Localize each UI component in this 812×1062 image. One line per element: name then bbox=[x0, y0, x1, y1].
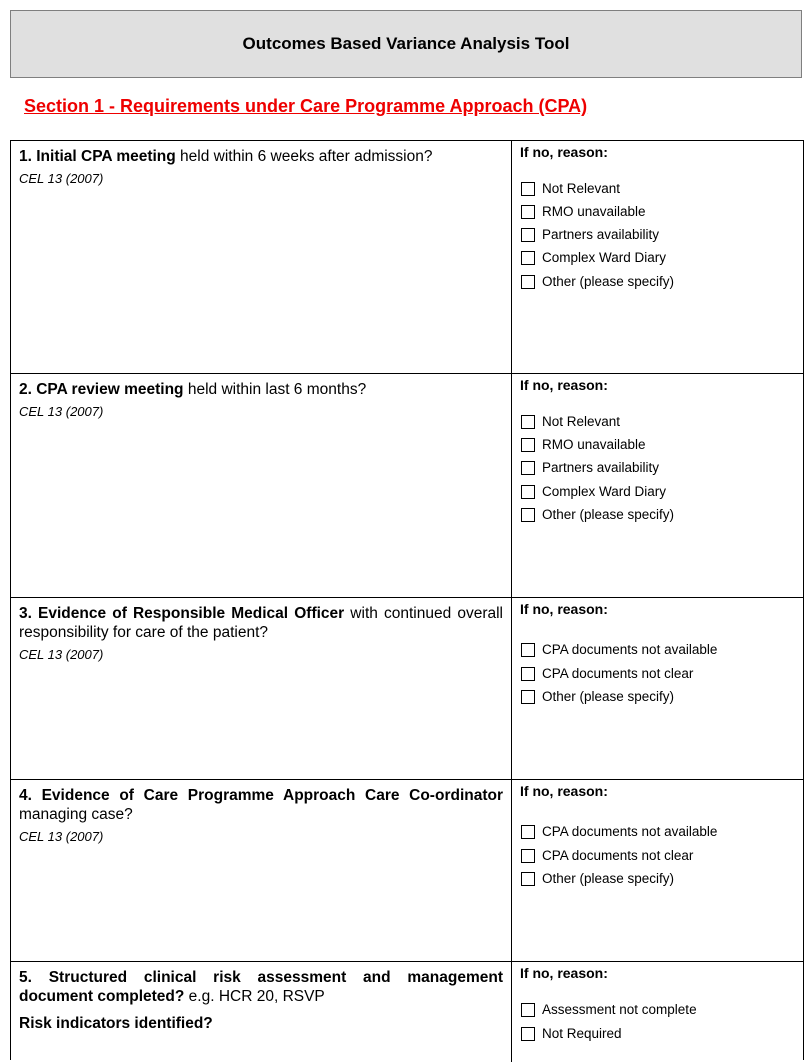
option-cpa-docs-not-available[interactable] bbox=[521, 642, 717, 657]
checkbox[interactable] bbox=[521, 438, 535, 452]
option-not-relevant[interactable] bbox=[521, 181, 620, 196]
option-complex-ward-diary[interactable] bbox=[521, 250, 666, 265]
question-detail: with continued overall responsibility for care of the patient? bbox=[19, 605, 503, 641]
checkbox[interactable] bbox=[521, 182, 535, 196]
option-partners-availability[interactable] bbox=[521, 227, 659, 242]
option-label: Not Relevant bbox=[542, 414, 621, 429]
question-cell bbox=[11, 141, 512, 373]
option-label: Other (please specify) bbox=[542, 689, 675, 704]
option-label: RMO unavailable bbox=[542, 204, 646, 219]
table-row bbox=[11, 374, 803, 598]
option-label: CPA documents not available bbox=[542, 642, 718, 657]
option-label: CPA documents not available bbox=[542, 824, 718, 839]
option-other[interactable] bbox=[521, 871, 674, 886]
reason-label: If no, reason: bbox=[520, 783, 608, 799]
reason-label: If no, reason: bbox=[520, 144, 608, 160]
reference: CEL 13 (2007) bbox=[19, 829, 104, 844]
option-rmo-unavailable[interactable] bbox=[521, 437, 646, 452]
option-rmo-unavailable[interactable] bbox=[521, 204, 646, 219]
question-detail: managing case? bbox=[19, 806, 133, 823]
table-row bbox=[11, 962, 803, 1062]
checkbox[interactable] bbox=[521, 275, 535, 289]
option-label: Complex Ward Diary bbox=[542, 250, 667, 265]
option-cpa-docs-not-clear[interactable] bbox=[521, 666, 693, 681]
checkbox[interactable] bbox=[521, 1003, 535, 1017]
question-text bbox=[19, 147, 503, 166]
option-label: Complex Ward Diary bbox=[542, 484, 667, 499]
checkbox[interactable] bbox=[521, 485, 535, 499]
question-heading: 4. Evidence of Care Programme Approach Care Co-ordinator bbox=[19, 787, 503, 804]
option-assessment-not-complete[interactable] bbox=[521, 1002, 697, 1017]
page-header bbox=[10, 10, 802, 78]
question-cell bbox=[11, 598, 512, 779]
question-heading: 5. Structured clinical risk assessment and management document completed? bbox=[19, 969, 503, 1005]
option-label: Not Required bbox=[542, 1026, 622, 1041]
question-text bbox=[19, 604, 503, 642]
option-label: CPA documents not clear bbox=[542, 666, 694, 681]
option-label: Not Relevant bbox=[542, 181, 621, 196]
question-cell bbox=[11, 374, 512, 597]
table-row bbox=[11, 141, 803, 374]
page-title: Outcomes Based Variance Analysis Tool bbox=[242, 34, 570, 53]
question-cell bbox=[11, 780, 512, 961]
reference: CEL 13 (2007) bbox=[19, 647, 104, 662]
question-text bbox=[19, 786, 503, 824]
checkbox[interactable] bbox=[521, 251, 535, 265]
reason-cell bbox=[512, 780, 803, 961]
checkbox[interactable] bbox=[521, 228, 535, 242]
option-not-required[interactable] bbox=[521, 1026, 622, 1041]
option-cpa-docs-not-available[interactable] bbox=[521, 824, 717, 839]
question-heading: 1. Initial CPA meeting bbox=[19, 148, 176, 165]
option-label: Other (please specify) bbox=[542, 274, 675, 289]
reference: CEL 13 (2007) bbox=[19, 404, 104, 419]
checkbox[interactable] bbox=[521, 461, 535, 475]
checkbox[interactable] bbox=[521, 205, 535, 219]
checkbox[interactable] bbox=[521, 667, 535, 681]
question-text bbox=[19, 968, 503, 1006]
question-heading: 2. CPA review meeting bbox=[19, 381, 184, 398]
option-other[interactable] bbox=[521, 274, 674, 289]
option-label: Assessment not complete bbox=[542, 1002, 697, 1017]
checkbox[interactable] bbox=[521, 872, 535, 886]
question-detail: e.g. HCR 20, RSVP bbox=[184, 988, 325, 1005]
checkbox[interactable] bbox=[521, 508, 535, 522]
question-detail: held within last 6 months? bbox=[183, 381, 367, 398]
reason-cell bbox=[512, 141, 803, 373]
option-cpa-docs-not-clear[interactable] bbox=[521, 848, 693, 863]
option-not-relevant[interactable] bbox=[521, 414, 620, 429]
option-label: Other (please specify) bbox=[542, 507, 675, 522]
option-label: RMO unavailable bbox=[542, 437, 646, 452]
option-label: Partners availability bbox=[542, 227, 660, 242]
risk-indicators-label: Risk indicators identified? bbox=[19, 1015, 213, 1032]
checkbox[interactable] bbox=[521, 1027, 535, 1041]
section-title: Section 1 - Requirements under Care Programme Approach (CPA) bbox=[24, 96, 588, 116]
option-complex-ward-diary[interactable] bbox=[521, 484, 666, 499]
option-other[interactable] bbox=[521, 507, 674, 522]
checkbox[interactable] bbox=[521, 849, 535, 863]
requirements-table bbox=[10, 140, 804, 1060]
table-row bbox=[11, 780, 803, 962]
reason-label: If no, reason: bbox=[520, 965, 608, 981]
checkbox[interactable] bbox=[521, 825, 535, 839]
option-label: Other (please specify) bbox=[542, 871, 675, 886]
question-heading: 3. Evidence of Responsible Medical Officer bbox=[19, 605, 345, 622]
checkbox[interactable] bbox=[521, 415, 535, 429]
reason-label: If no, reason: bbox=[520, 601, 608, 617]
checkbox[interactable] bbox=[521, 690, 535, 704]
question-detail: held within 6 weeks after admission? bbox=[175, 148, 433, 165]
reference: CEL 13 (2007) bbox=[19, 171, 104, 186]
option-label: CPA documents not clear bbox=[542, 848, 694, 863]
question-cell bbox=[11, 962, 512, 1062]
checkbox[interactable] bbox=[521, 643, 535, 657]
option-other[interactable] bbox=[521, 689, 674, 704]
table-row bbox=[11, 598, 803, 780]
reason-cell bbox=[512, 374, 803, 597]
option-label: Partners availability bbox=[542, 460, 660, 475]
option-partners-availability[interactable] bbox=[521, 460, 659, 475]
question-text bbox=[19, 380, 503, 399]
reason-cell bbox=[512, 598, 803, 779]
reason-label: If no, reason: bbox=[520, 377, 608, 393]
reason-cell bbox=[512, 962, 803, 1062]
